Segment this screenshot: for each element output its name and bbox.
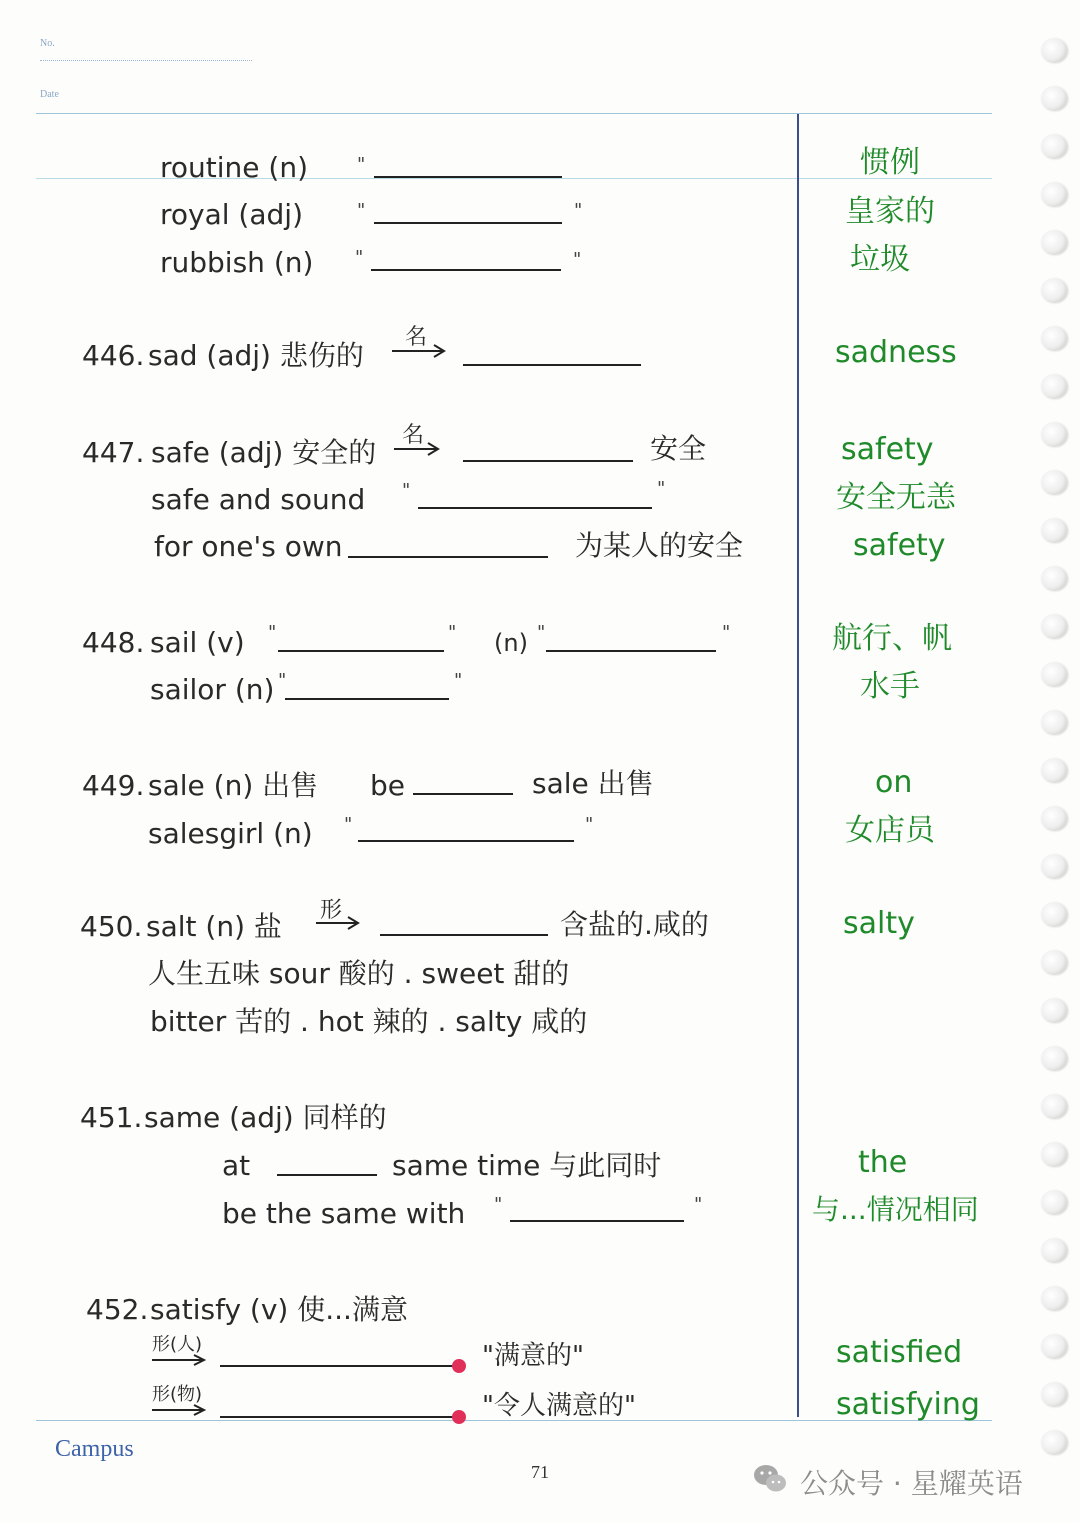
binding-ring <box>1041 38 1067 62</box>
quote-mark: " <box>494 1194 503 1215</box>
heart-icon <box>452 1410 466 1424</box>
entry-prefix: be <box>370 769 405 802</box>
answer: 皇家的 <box>845 194 935 229</box>
binding-ring <box>1041 518 1067 542</box>
quote-mark: " <box>268 622 277 643</box>
entry-line: rubbish (n) <box>160 246 314 279</box>
entry-number: 450. <box>80 910 143 943</box>
quote-mark: " <box>355 247 364 268</box>
entry-line: satisfy (v) 使...满意 <box>150 1293 408 1326</box>
quote-mark: " <box>278 670 287 691</box>
answer: 垃圾 <box>850 242 910 277</box>
entry-line: sail (v) <box>150 626 245 659</box>
entry-number: 451. <box>80 1101 143 1134</box>
answer: sadness <box>835 335 957 370</box>
entry-gloss: 安全 <box>650 432 707 465</box>
quote-mark: " <box>454 670 463 691</box>
fill-blank <box>285 698 449 700</box>
fill-blank <box>510 1220 684 1222</box>
quote-mark: " <box>574 200 583 221</box>
binding-ring <box>1041 902 1067 926</box>
arrow-label: 形 <box>320 898 343 923</box>
binding-ring <box>1041 278 1067 302</box>
answer: the <box>858 1145 908 1180</box>
answer: satisfied <box>836 1335 963 1370</box>
binding-ring <box>1041 1430 1067 1454</box>
heart-icon <box>452 1359 466 1373</box>
entry-gloss: 含盐的.咸的 <box>560 908 709 941</box>
page-number: 71 <box>531 1462 549 1482</box>
binding-ring <box>1041 854 1067 878</box>
entry-line: for one's own <box>154 530 343 563</box>
fill-blank <box>277 1174 377 1176</box>
entry-line: same (adj) 同样的 <box>144 1101 387 1134</box>
binding-ring <box>1041 566 1067 590</box>
binding-ring <box>1041 710 1067 734</box>
entry-number: 452. <box>86 1293 149 1326</box>
quote-mark: " <box>357 200 366 221</box>
fill-blank <box>358 840 574 842</box>
entry-gloss: "满意的" <box>482 1341 584 1371</box>
fill-blank <box>348 556 548 558</box>
fill-blank <box>374 176 562 178</box>
entry-line: salt (n) 盐 <box>146 910 282 943</box>
entry-line: be the same with <box>222 1197 466 1230</box>
wechat-icon <box>752 1462 788 1496</box>
fill-blank <box>380 934 548 936</box>
answer-column-divider <box>797 114 799 1417</box>
entry-gloss: same time 与此同时 <box>392 1149 662 1182</box>
entry-line: 人生五味 sour 酸的 . sweet 甜的 <box>148 957 570 990</box>
no-label: No. <box>40 38 55 49</box>
quote-mark: " <box>573 249 582 270</box>
fill-blank <box>374 222 562 224</box>
binding-ring <box>1041 134 1067 158</box>
binding-ring <box>1041 326 1067 350</box>
arrow-icon <box>150 1404 208 1416</box>
entry-line: safe (adj) 安全的 <box>151 436 377 469</box>
quote-mark: " <box>694 1194 703 1215</box>
binding-ring <box>1041 374 1067 398</box>
entry-gloss: sale 出售 <box>532 767 654 800</box>
answer: 安全无恙 <box>836 480 956 515</box>
entry-line: routine (n) <box>160 151 308 184</box>
quote-mark: " <box>402 480 411 501</box>
fill-blank <box>546 650 716 652</box>
binding-ring <box>1041 230 1067 254</box>
binding-ring <box>1041 998 1067 1022</box>
fill-blank <box>278 650 444 652</box>
entry-label: 形(物) <box>152 1384 203 1405</box>
binding-ring <box>1041 1238 1067 1262</box>
entry-number: 448. <box>82 626 145 659</box>
fill-blank <box>371 269 561 271</box>
quote-mark: " <box>357 154 366 175</box>
watermark: 公众号 · 星耀英语 <box>800 1467 1023 1500</box>
fill-blank <box>220 1416 455 1418</box>
answer: satisfying <box>836 1387 980 1422</box>
entry-line: bitter 苦的 . hot 辣的 . salty 咸的 <box>150 1005 588 1038</box>
answer: 与...情况相同 <box>812 1193 979 1226</box>
binding-ring <box>1041 950 1067 974</box>
entry-number: 447. <box>82 436 145 469</box>
arrow-label: 名 <box>405 325 428 350</box>
binding-ring <box>1041 470 1067 494</box>
binding-ring <box>1041 1334 1067 1358</box>
answer: safety <box>841 432 934 467</box>
entry-gloss: "令人满意的" <box>482 1391 636 1421</box>
entry-label: 形(人) <box>152 1334 203 1355</box>
answer: 水手 <box>860 669 920 704</box>
quote-mark: " <box>448 622 457 643</box>
brand-logo: Campus <box>55 1436 134 1462</box>
quote-mark: " <box>537 622 546 643</box>
answer: safety <box>853 528 946 563</box>
no-dotted-line <box>40 60 252 61</box>
answer: 惯例 <box>860 145 920 180</box>
binding-ring <box>1041 86 1067 110</box>
answer: on <box>875 765 913 800</box>
binding-ring <box>1041 614 1067 638</box>
binding-ring <box>1041 1190 1067 1214</box>
binding-ring <box>1041 1142 1067 1166</box>
fill-blank <box>220 1365 455 1367</box>
arrow-icon <box>392 442 442 456</box>
quote-mark: " <box>344 814 353 835</box>
fill-blank <box>463 460 633 462</box>
date-label: Date <box>40 89 59 100</box>
fill-blank <box>418 507 652 509</box>
answer: salty <box>843 906 915 941</box>
answer: 航行、帆 <box>832 621 952 656</box>
binding-ring <box>1041 1046 1067 1070</box>
binding-ring <box>1041 758 1067 782</box>
binding-ring <box>1041 1382 1067 1406</box>
top-rule <box>36 113 992 114</box>
entry-line: sale (n) 出售 <box>148 769 319 802</box>
arrow-icon <box>314 916 362 930</box>
fill-blank <box>463 364 641 366</box>
entry-gloss: 为某人的安全 <box>575 529 744 562</box>
entry-line: salesgirl (n) <box>148 817 313 850</box>
arrow-label: 名 <box>402 423 425 448</box>
quote-mark: " <box>585 814 594 835</box>
binding-ring <box>1041 1286 1067 1310</box>
entry-line: safe and sound <box>151 483 366 516</box>
fill-blank <box>413 793 513 795</box>
entry-number: 446. <box>82 339 145 372</box>
binding-ring <box>1041 806 1067 830</box>
entry-line: royal (adj) <box>160 198 303 231</box>
entry-pos: (n) <box>494 629 528 657</box>
entry-line: sad (adj) 悲伤的 <box>148 339 364 372</box>
binding-ring <box>1041 182 1067 206</box>
binding-ring <box>1041 662 1067 686</box>
arrow-icon <box>150 1354 208 1366</box>
entry-line: sailor (n) <box>150 673 275 706</box>
binding-ring <box>1041 1094 1067 1118</box>
answer: 女店员 <box>845 813 935 848</box>
entry-line: at <box>222 1149 251 1182</box>
quote-mark: " <box>657 478 666 499</box>
binding-ring <box>1041 422 1067 446</box>
quote-mark: " <box>722 622 731 643</box>
arrow-icon <box>390 344 448 358</box>
entry-number: 449. <box>82 769 145 802</box>
